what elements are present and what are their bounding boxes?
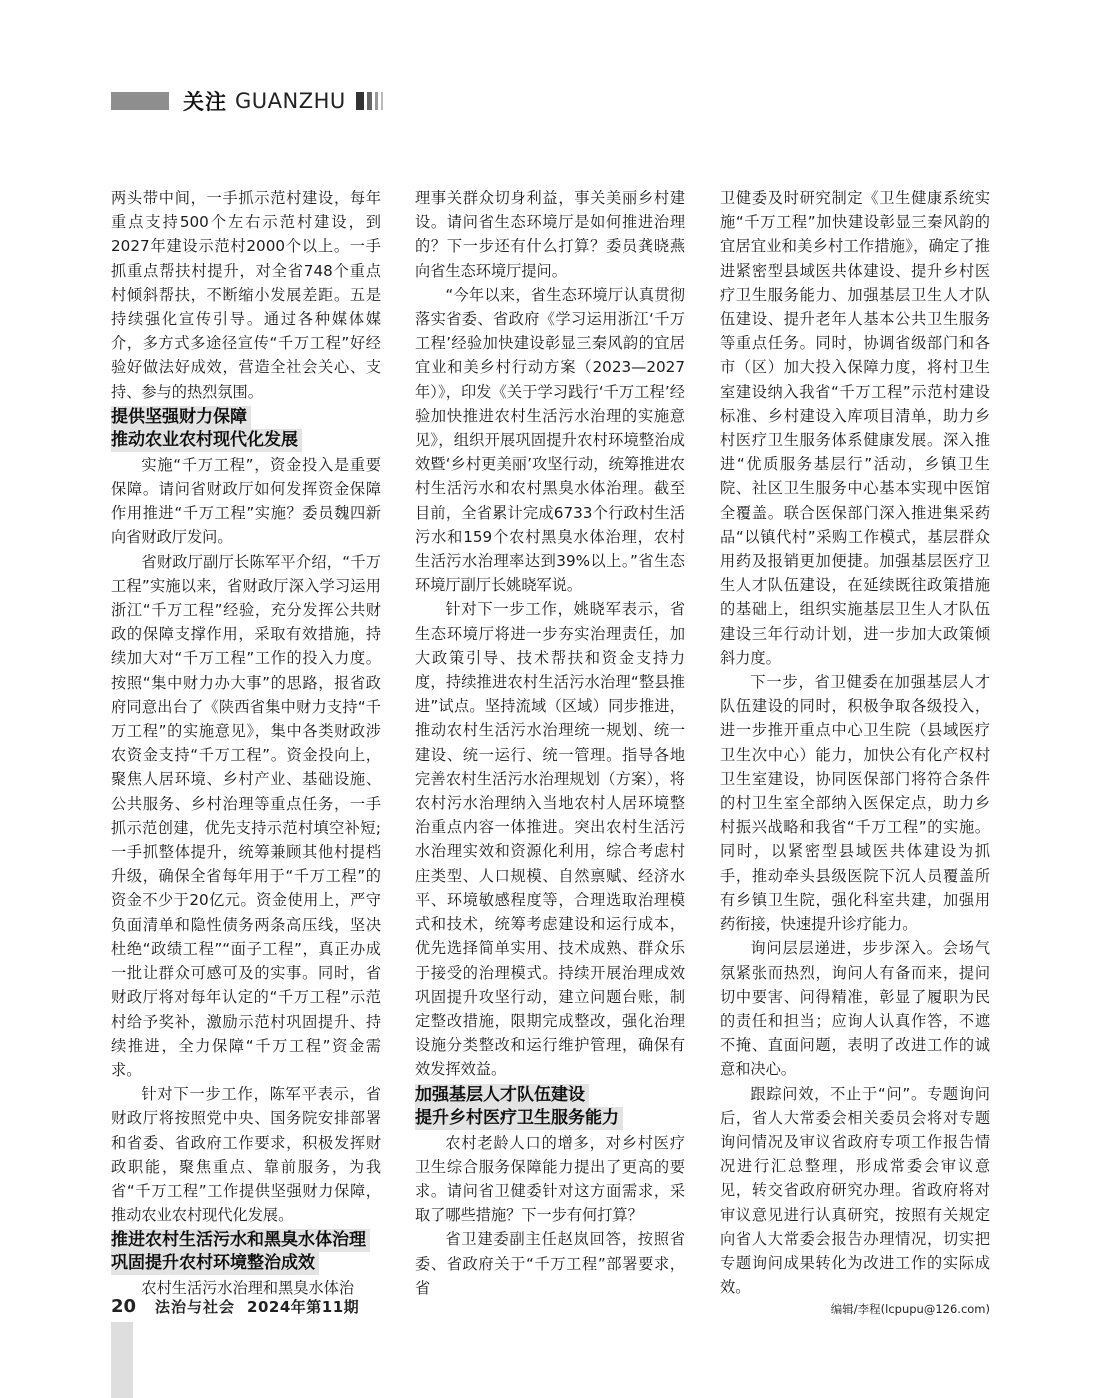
paragraph: 农村老龄人口的增多，对乡村医疗卫生综合服务保障能力提出了更高的要求。请问省卫健委针对这方面需求，采取了哪些措施？下一步有何打算？ bbox=[415, 1133, 685, 1225]
subheading-line-2: 推动农业农村现代化发展 bbox=[111, 429, 302, 452]
subheading bbox=[415, 1084, 685, 1130]
paragraph: 农村生活污水治理和黑臭水体治 bbox=[141, 1279, 355, 1298]
header-decor-stripes bbox=[356, 92, 386, 110]
article-column-1 bbox=[111, 186, 381, 1301]
section-label: 关注 bbox=[183, 90, 227, 114]
paragraph: 省卫建委副主任赵岚回答，按照省委、省政府关于“千万工程”部署要求，省 bbox=[415, 1230, 685, 1297]
subheading-line-1: 加强基层人才队伍建设 bbox=[415, 1084, 589, 1107]
subheading-line-2: 巩固提升农村环境整治成效 bbox=[111, 1252, 319, 1275]
subheading-line-1: 推进农村生活污水和黑臭水体治理 bbox=[111, 1229, 370, 1252]
section-label-pinyin: GUANZHU bbox=[235, 89, 346, 113]
paragraph: 针对下一步工作，陈军平表示，省财政厅将按照党中央、国务院安排部署和省委、省政府工作要求，积极发挥财政职能，聚焦重点、靠前服务，为我省“千万工程”工作提供坚强财力保障，推动农业农村现代化发展。 bbox=[111, 1085, 381, 1225]
subheading-line-2: 提升乡村医疗卫生服务能力 bbox=[415, 1107, 623, 1130]
subheading bbox=[111, 1229, 381, 1275]
paragraph: 询问层层递进，步步深入。会场气氛紧张而热烈，询问人有备而来，提问切中要害、问得精准，彰显了履职为民的责任和担当；应询人认真作答，不遮不掩、直面问题，表明了改进工作的诚意和决心。 bbox=[720, 939, 990, 1079]
paragraph: 针对下一步工作，姚晓军表示，省生态环境厅将进一步夯实治理责任，加大政策引导、技术帮扶和资金支持力度，持续推进农村生活污水治理“整县推进”试点。坚持流域（区域）同步推进，推动农村生活污水治理统一规划、统一建设、统一运行、统一管理。指导各地完善农村生活污水治理规划（方案），将农村污水治理纳入当地农村人居环境整治重点内容一体推进。突出农村生活污水治理实效和资源化利用，综合考虑村庄类型、人口规模、自然禀赋、经济水平、环境敏感程度等，合理选取治理模式和技术，统筹考虑建设和运行成本，优先选择简单实用、技术成熟、群众乐于接受的治理模式。持续开展治理成效巩固提升攻坚行动，建立问题台账，制定整改措施，限期完成整改，强化治理设施分类整改和运行维护管理，确保有效发挥效益。 bbox=[415, 600, 685, 1079]
article-column-2 bbox=[415, 186, 685, 1300]
subheading bbox=[111, 406, 381, 452]
footer-decor-bar bbox=[111, 1322, 133, 1398]
journal-name: 法治与社会 bbox=[155, 1298, 236, 1316]
paragraph: 跟踪问效，不止于“问”。专题询问后，省人大常委会相关委员会将对专题询问情况及审议省政府专项工作报告情况进行汇总整理，形成常委会审议意见，转交省政府研究办理。省政府将对审议意见进行认真研究，按照有关规定向省人大常委会报告办理情况，切实把专题询问成果转化为改进工作的实际成效。 bbox=[720, 1084, 990, 1297]
page-number: 20 bbox=[111, 1296, 137, 1317]
issue-info: 2024年第11期 bbox=[247, 1298, 360, 1316]
paragraph: 实施“千万工程”，资金投入是重要保障。请问省财政厅如何发挥资金保障作用推进“千万工程”实施？委员魏四新向省财政厅发问。 bbox=[111, 455, 381, 547]
paragraph: 下一步，省卫健委在加强基层人才队伍建设的同时，积极争取各级投入，进一步推开重点中心卫生院（县域医疗卫生次中心）能力，加快公有化产权村卫生室建设，协同医保部门将符合条件的村卫生室全部纳入医保定点，助力乡村振兴战略和我省“千万工程”的实施。同时，以紧密型县域医共体建设为抓手，推动牵头县级医院下沉人员覆盖所有乡镇卫生院，强化科室共建，加强用药衔接，快速提升诊疗能力。 bbox=[720, 673, 990, 934]
editor-credit: 编辑/李程(lcpupu@126.com) bbox=[830, 1302, 990, 1317]
paragraph: 卫健委及时研究制定《卫生健康系统实施“千万工程”加快建设彰显三秦风韵的宜居宜业和美乡村工作措施》，确定了推进紧密型县域医共体建设、提升乡村医疗卫生服务能力、加强基层卫生人才队伍建设、提升老年人基本公共卫生服务等重点任务。同时，协调省级部门和各市（区）加大投入保障力度，将村卫生室建设纳入我省“千万工程”示范村建设标准、乡村建设入库项目清单，助力乡村医疗卫生服务体系健康发展。深入推进“优质服务基层行”活动，乡镇卫生院、社区卫生服务中心基本实现中医馆全覆盖。联合医保部门深入推进集采药品“以镇代村”采购工作模式，基层群众用药及报销更加便捷。加强基层医疗卫生人才队伍建设，在延续既往政策措施的基础上，组织实施基层卫生人才队伍建设三年行动计划，进一步加大政策倾斜力度。 bbox=[720, 189, 990, 667]
article-column-3 bbox=[720, 186, 990, 1317]
paragraph: “今年以来，省生态环境厅认真贯彻落实省委、省政府《学习运用浙江‘千万工程’经验加快建设彰显三秦风韵的宜居宜业和美乡村行动方案（2023—2027年）》，印发《关于学习践行‘千万工程’经验加快推进农村生活污水治理的实施意见》，组织开展巩固提升农村环境整治成效暨‘乡村更美丽’攻坚行动，统筹推进农村生活污水和农村黑臭水体治理。截至目前，全省累计完成6733个行政村生活污水和159个农村黑臭水体治理，农村生活污水治理率达到39%以上。”省生态环境厅副厅长姚晓军说。 bbox=[415, 285, 685, 595]
paragraph: 省财政厅副厅长陈军平介绍，“千万工程”实施以来，省财政厅深入学习运用浙江“千万工程”经验，充分发挥公共财政的保障支撑作用，采取有效措施，持续加大对“千万工程”工作的投入力度。按照“集中财力办大事”的思路，报省政府同意出台了《陕西省集中财力支持“千万工程”的实施意见》，集中各类财政涉农资金支持“千万工程”。资金投向上，聚焦人居环境、乡村产业、基础设施、公共服务、乡村治理等重点任务，一手抓示范创建，优先支持示范村填空补短;一手抓整体提升，统筹兼顾其他村提档升级，确保全省每年用于“千万工程”的资金不少于20亿元。资金使用上，严守负面清单和隐性债务两条高压线，坚决杜绝“政绩工程”“面子工程”，真正办成一批让群众可感可及的实事。同时，省财政厅将对每年认定的“千万工程”示范村给予奖补，激励示范村巩固提升、持续推进，全力保障“千万工程”资金需求。 bbox=[111, 552, 381, 1079]
paragraph: 两头带中间，一手抓示范村建设，每年重点支持500个左右示范村建设，到2027年建设示范村2000个以上。一手抓重点帮扶村提升，对全省748个重点村倾斜帮扶，不断缩小发展差距。五是持续强化宣传引导。通过各种媒体媒介，多方式多途径宣传“千万工程”好经验好做法好成效，营造全社会关心、支持、参与的热烈氛围。 bbox=[111, 189, 381, 401]
paragraph: 理事关群众切身利益，事关美丽乡村建设。请问省生态环境厅是如何推进治理的？下一步还有什么打算？委员龚晓燕向省生态环境厅提问。 bbox=[415, 189, 685, 280]
section-header bbox=[111, 88, 386, 114]
subheading-line-1: 提供坚强财力保障 bbox=[111, 406, 251, 429]
header-decor-bar bbox=[111, 92, 169, 110]
page-footer bbox=[111, 1296, 359, 1317]
